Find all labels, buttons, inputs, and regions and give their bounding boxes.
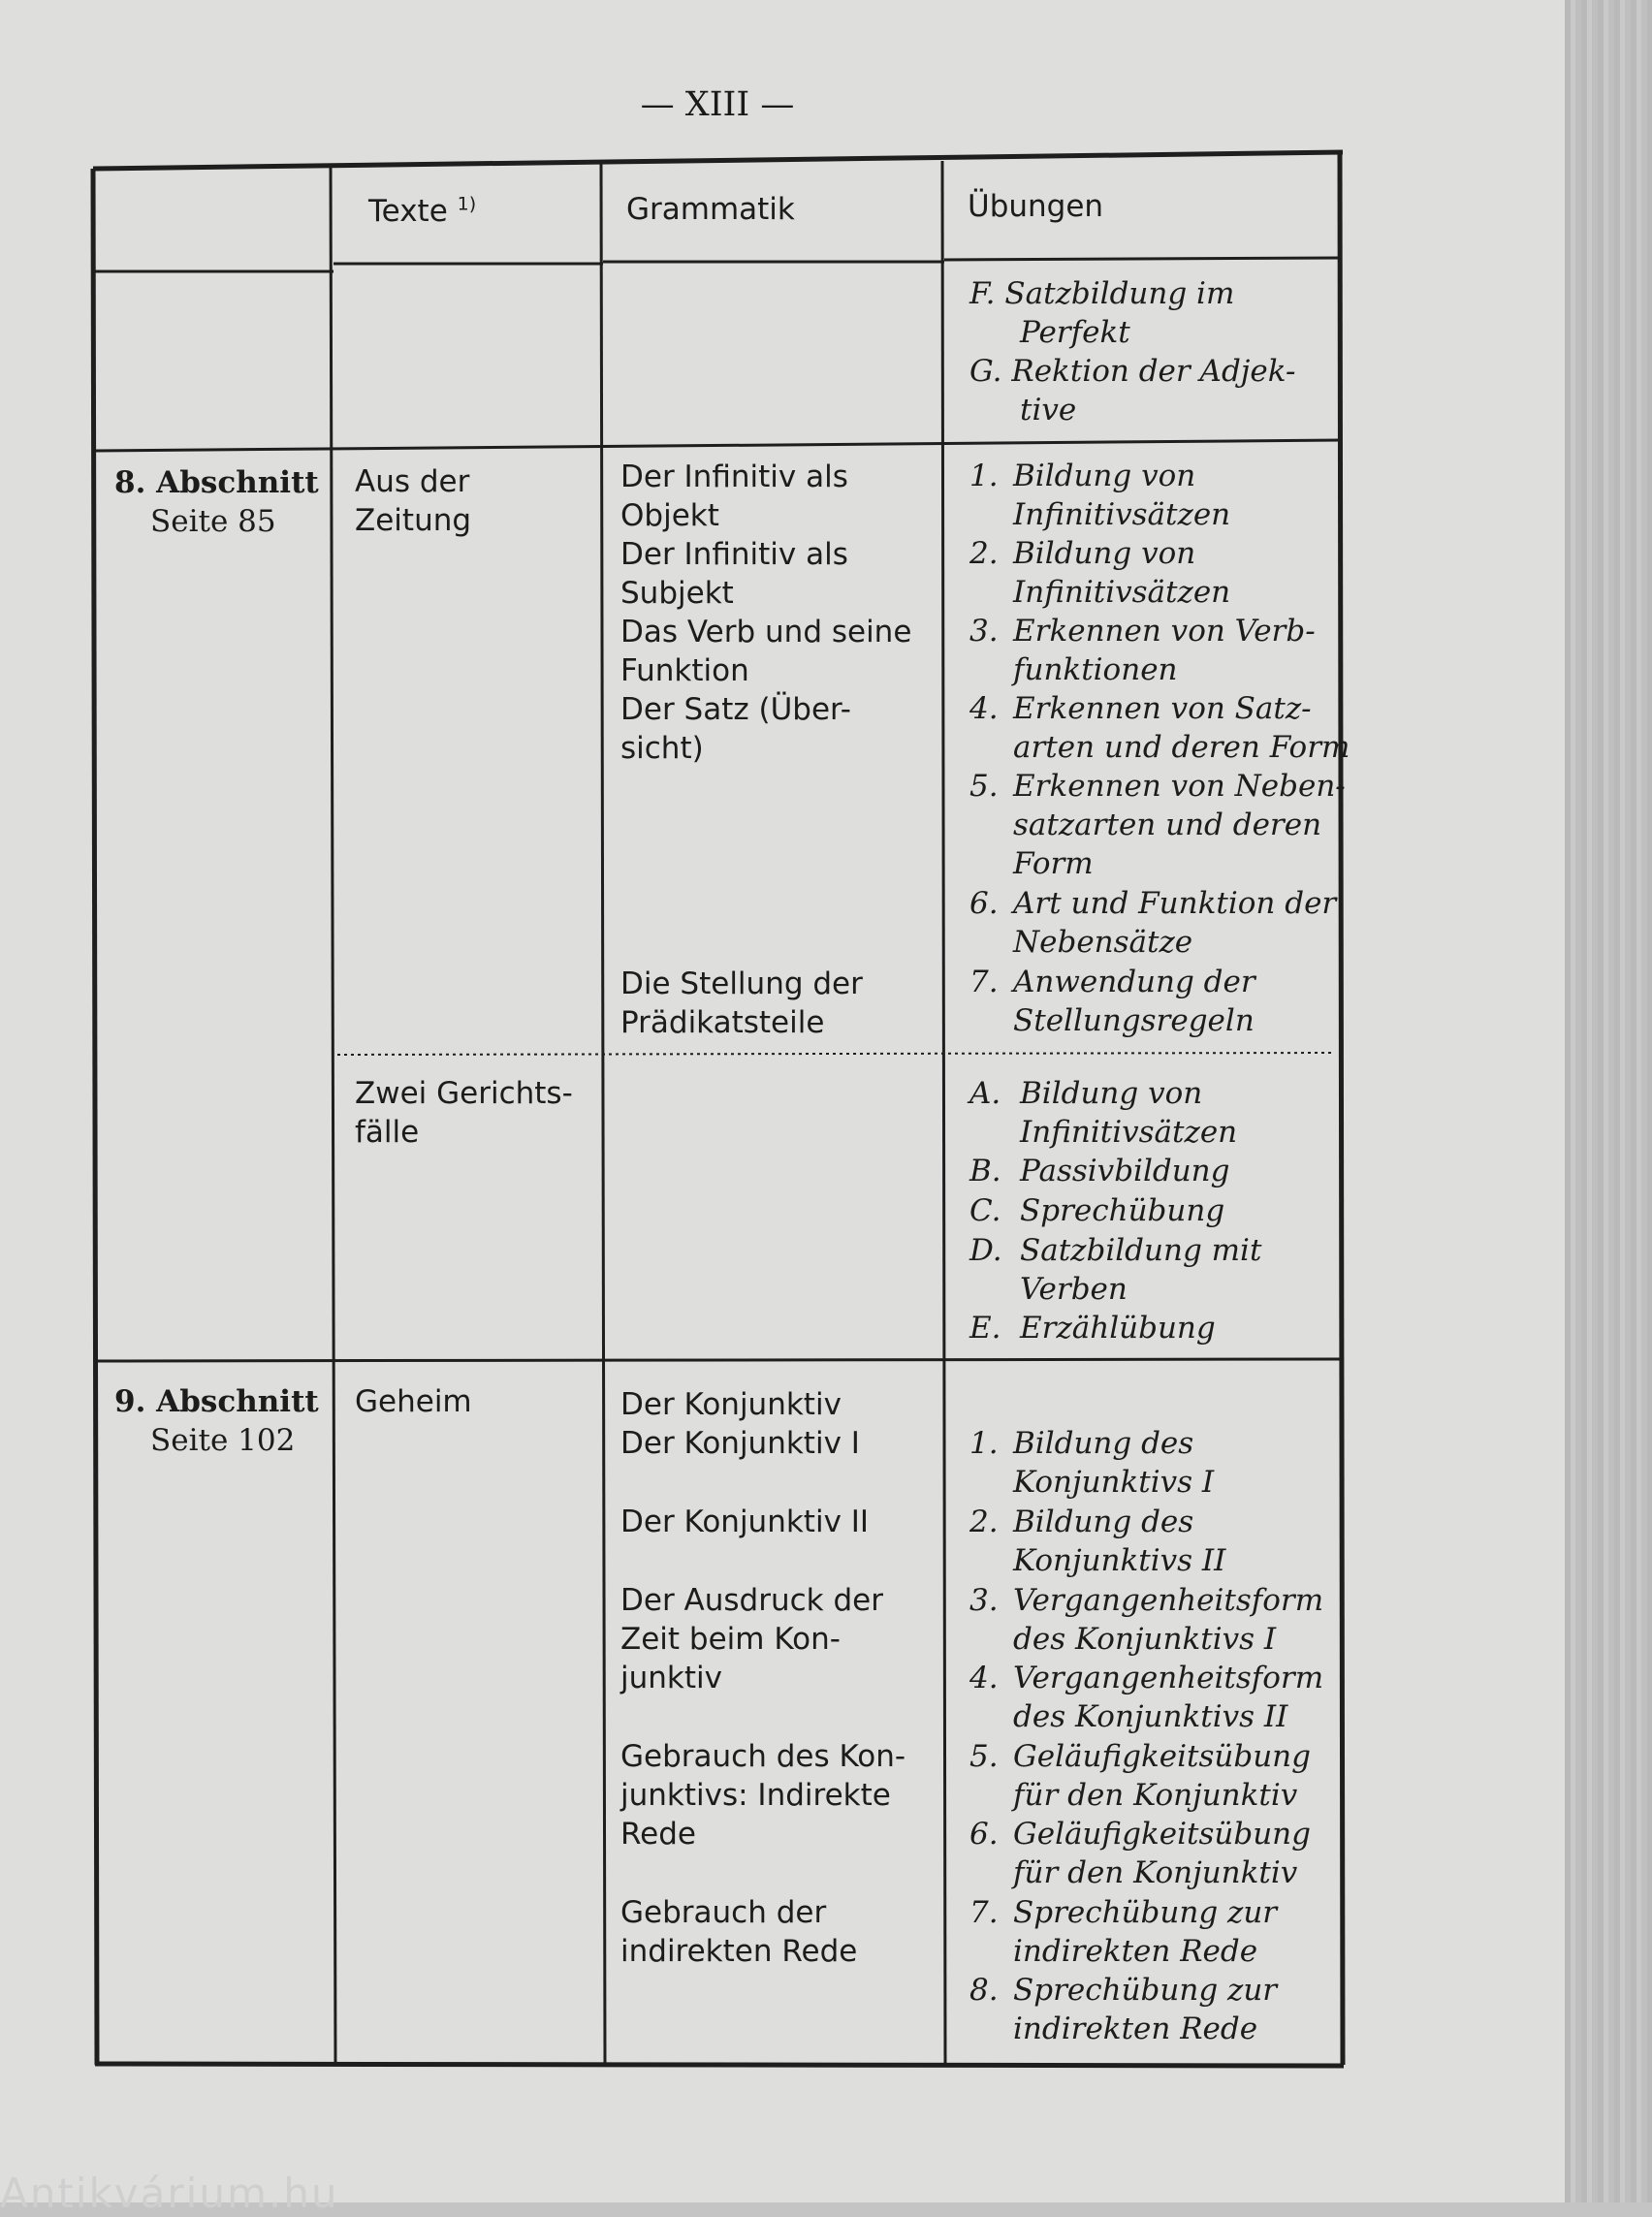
sec8-gram-line: Funktion: [620, 653, 749, 688]
sec9-uebung-line: für den Konjunktiv: [1013, 1778, 1298, 1813]
header-uebungen: Übungen: [968, 189, 1104, 224]
sec8-gram-line: Der Infinitiv als: [620, 537, 848, 572]
sec9-gram-line: Zeit beim Kon-: [620, 1622, 841, 1657]
sec9-uebung-line: Konjunktivs I: [1013, 1465, 1215, 1500]
sec9-gram-line: Rede: [620, 1817, 696, 1852]
sec9-uebung-line: Vergangenheitsform: [1013, 1661, 1324, 1695]
sec8-uebung-num: 5.: [969, 769, 999, 804]
sec8-gram-line: Das Verb und seine: [620, 615, 912, 649]
sec8-gram-line: sicht): [620, 731, 704, 766]
sec8-uebung2-letter: B.: [969, 1154, 1001, 1188]
sec8-gram-line: Die Stellung der: [620, 966, 863, 1001]
sec8-uebung-num: 6.: [969, 886, 999, 921]
sec9-uebung-line: Bildung des: [1013, 1504, 1194, 1539]
sec8-uebung-line: Infinitivsätzen: [1013, 497, 1231, 532]
sec8-uebung-line: Erkennen von Neben-: [1013, 769, 1346, 804]
sec9-uebung-num: 5.: [969, 1739, 999, 1774]
sec8-uebung-num: 7.: [969, 965, 999, 999]
sec8-uebung-line: Infinitivsätzen: [1013, 575, 1231, 610]
sec8-uebung2-letter: A.: [969, 1076, 1001, 1111]
sec9-uebung-line: Konjunktivs II: [1013, 1543, 1226, 1578]
sec9-uebung-line: des Konjunktivs II: [1013, 1699, 1288, 1734]
sec8-uebung-line: Erkennen von Satz-: [1013, 691, 1312, 726]
sec8-uebung2-line: Passivbildung: [1020, 1154, 1230, 1188]
sec8-uebung-line: Bildung von: [1013, 536, 1196, 571]
sec9-uebung-num: 3.: [969, 1583, 999, 1618]
sec8-text2-line1: Zwei Gerichts-: [355, 1076, 573, 1111]
sec9-uebung-line: Geläufigkeitsübung: [1013, 1817, 1311, 1852]
sec8-uebung2-line: Verben: [1020, 1272, 1128, 1307]
sec8-uebung2-line: Infinitivsätzen: [1020, 1115, 1238, 1150]
sec8-uebung2-line: Sprechübung: [1020, 1193, 1225, 1228]
sec9-uebung-num: 6.: [969, 1817, 999, 1852]
sec8-text1-line1: Aus der: [355, 464, 470, 499]
sec8-text1-line2: Zeitung: [355, 503, 472, 538]
watermark: Antikvárium.hu: [0, 2169, 339, 2217]
uebung-g: G. Rektion der Adjek-: [969, 354, 1296, 389]
sec9-uebung-num: 7.: [969, 1895, 999, 1930]
sec9-uebung-num: 2.: [969, 1504, 999, 1539]
uebung-f-cont: Perfekt: [1020, 315, 1130, 350]
sec8-gram-line: Der Infinitiv als: [620, 459, 848, 494]
sec9-gram-line: indirekten Rede: [620, 1934, 858, 1969]
sec9-uebung-num: 8.: [969, 1973, 999, 2008]
sec8-uebung2-line: Erzählübung: [1020, 1311, 1216, 1346]
section-9-label: 9. Abschnitt: [114, 1384, 319, 1419]
sec8-uebung2-letter: E.: [969, 1311, 1001, 1346]
sec8-uebung-line: Bildung von: [1013, 459, 1196, 493]
sec8-gram-line: Der Satz (Über-: [620, 692, 851, 727]
header-grammatik: Grammatik: [626, 192, 795, 227]
sec8-uebung-line: Art und Funktion der: [1013, 886, 1337, 921]
sec8-uebung-line: satzarten und deren: [1013, 808, 1322, 842]
sec8-uebung-num: 3.: [969, 614, 999, 649]
sec8-uebung2-letter: D.: [969, 1233, 1002, 1268]
sec9-gram-line: Der Konjunktiv: [620, 1387, 842, 1422]
sec8-gram-line: Objekt: [620, 498, 719, 533]
sec9-text1-line1: Geheim: [355, 1384, 472, 1419]
sec8-uebung-line: Nebensätze: [1013, 925, 1193, 960]
uebung-g-cont: tive: [1020, 393, 1077, 428]
sec9-uebung-num: 4.: [969, 1661, 999, 1695]
sec8-uebung-line: Form: [1013, 846, 1094, 881]
sec8-uebung-line: arten und deren Form: [1013, 730, 1350, 765]
sec8-uebung-line: Erkennen von Verb-: [1013, 614, 1316, 649]
section-8-page: Seite 85: [150, 504, 276, 539]
sec8-uebung-line: funktionen: [1013, 652, 1178, 687]
section-9-page: Seite 102: [150, 1423, 296, 1458]
sec9-uebung-line: Sprechübung zur: [1013, 1895, 1278, 1930]
page-number: — XIII —: [640, 85, 795, 124]
sec9-gram-line: Der Ausdruck der: [620, 1583, 883, 1618]
sec9-uebung-line: des Konjunktivs I: [1013, 1622, 1277, 1657]
sec9-uebung-line: Sprechübung zur: [1013, 1973, 1278, 2008]
sec8-uebung-line: Stellungsregeln: [1013, 1003, 1255, 1038]
sec9-uebung-line: indirekten Rede: [1013, 1934, 1258, 1969]
section-8-label: 8. Abschnitt: [114, 465, 319, 500]
sec8-uebung-line: Anwendung der: [1013, 965, 1255, 999]
sec9-gram-line: junktiv: [620, 1661, 722, 1695]
sec8-uebung2-line: Satzbildung mit: [1020, 1233, 1262, 1268]
sec9-gram-line: Der Konjunktiv I: [620, 1426, 860, 1461]
uebung-f: F. Satzbildung im: [969, 276, 1235, 311]
sec8-text2-line2: fälle: [355, 1115, 420, 1150]
sec8-uebung2-line: Bildung von: [1020, 1076, 1203, 1111]
sec9-gram-line: Der Konjunktiv II: [620, 1504, 870, 1539]
sec9-uebung-line: Geläufigkeitsübung: [1013, 1739, 1311, 1774]
sec9-uebung-line: Bildung des: [1013, 1426, 1194, 1461]
sec9-uebung-line: für den Konjunktiv: [1013, 1855, 1298, 1890]
sec9-gram-line: Gebrauch der: [620, 1895, 827, 1930]
sec9-uebung-num: 1.: [969, 1426, 999, 1461]
sec9-gram-line: Gebrauch des Kon-: [620, 1739, 906, 1774]
sec8-uebung-num: 2.: [969, 536, 999, 571]
sec8-gram-line: Subjekt: [620, 576, 734, 611]
sec8-uebung2-letter: C.: [969, 1193, 1001, 1228]
sec8-uebung-num: 1.: [969, 459, 999, 493]
header-texte: Texte $^{1)}$: [368, 193, 477, 229]
sec9-gram-line: junktivs: Indirekte: [620, 1778, 891, 1813]
sec9-uebung-line: Vergangenheitsform: [1013, 1583, 1324, 1618]
sec9-uebung-line: indirekten Rede: [1013, 2011, 1258, 2046]
sec8-uebung-num: 4.: [969, 691, 999, 726]
sec8-gram-line: Prädikatsteile: [620, 1005, 825, 1040]
